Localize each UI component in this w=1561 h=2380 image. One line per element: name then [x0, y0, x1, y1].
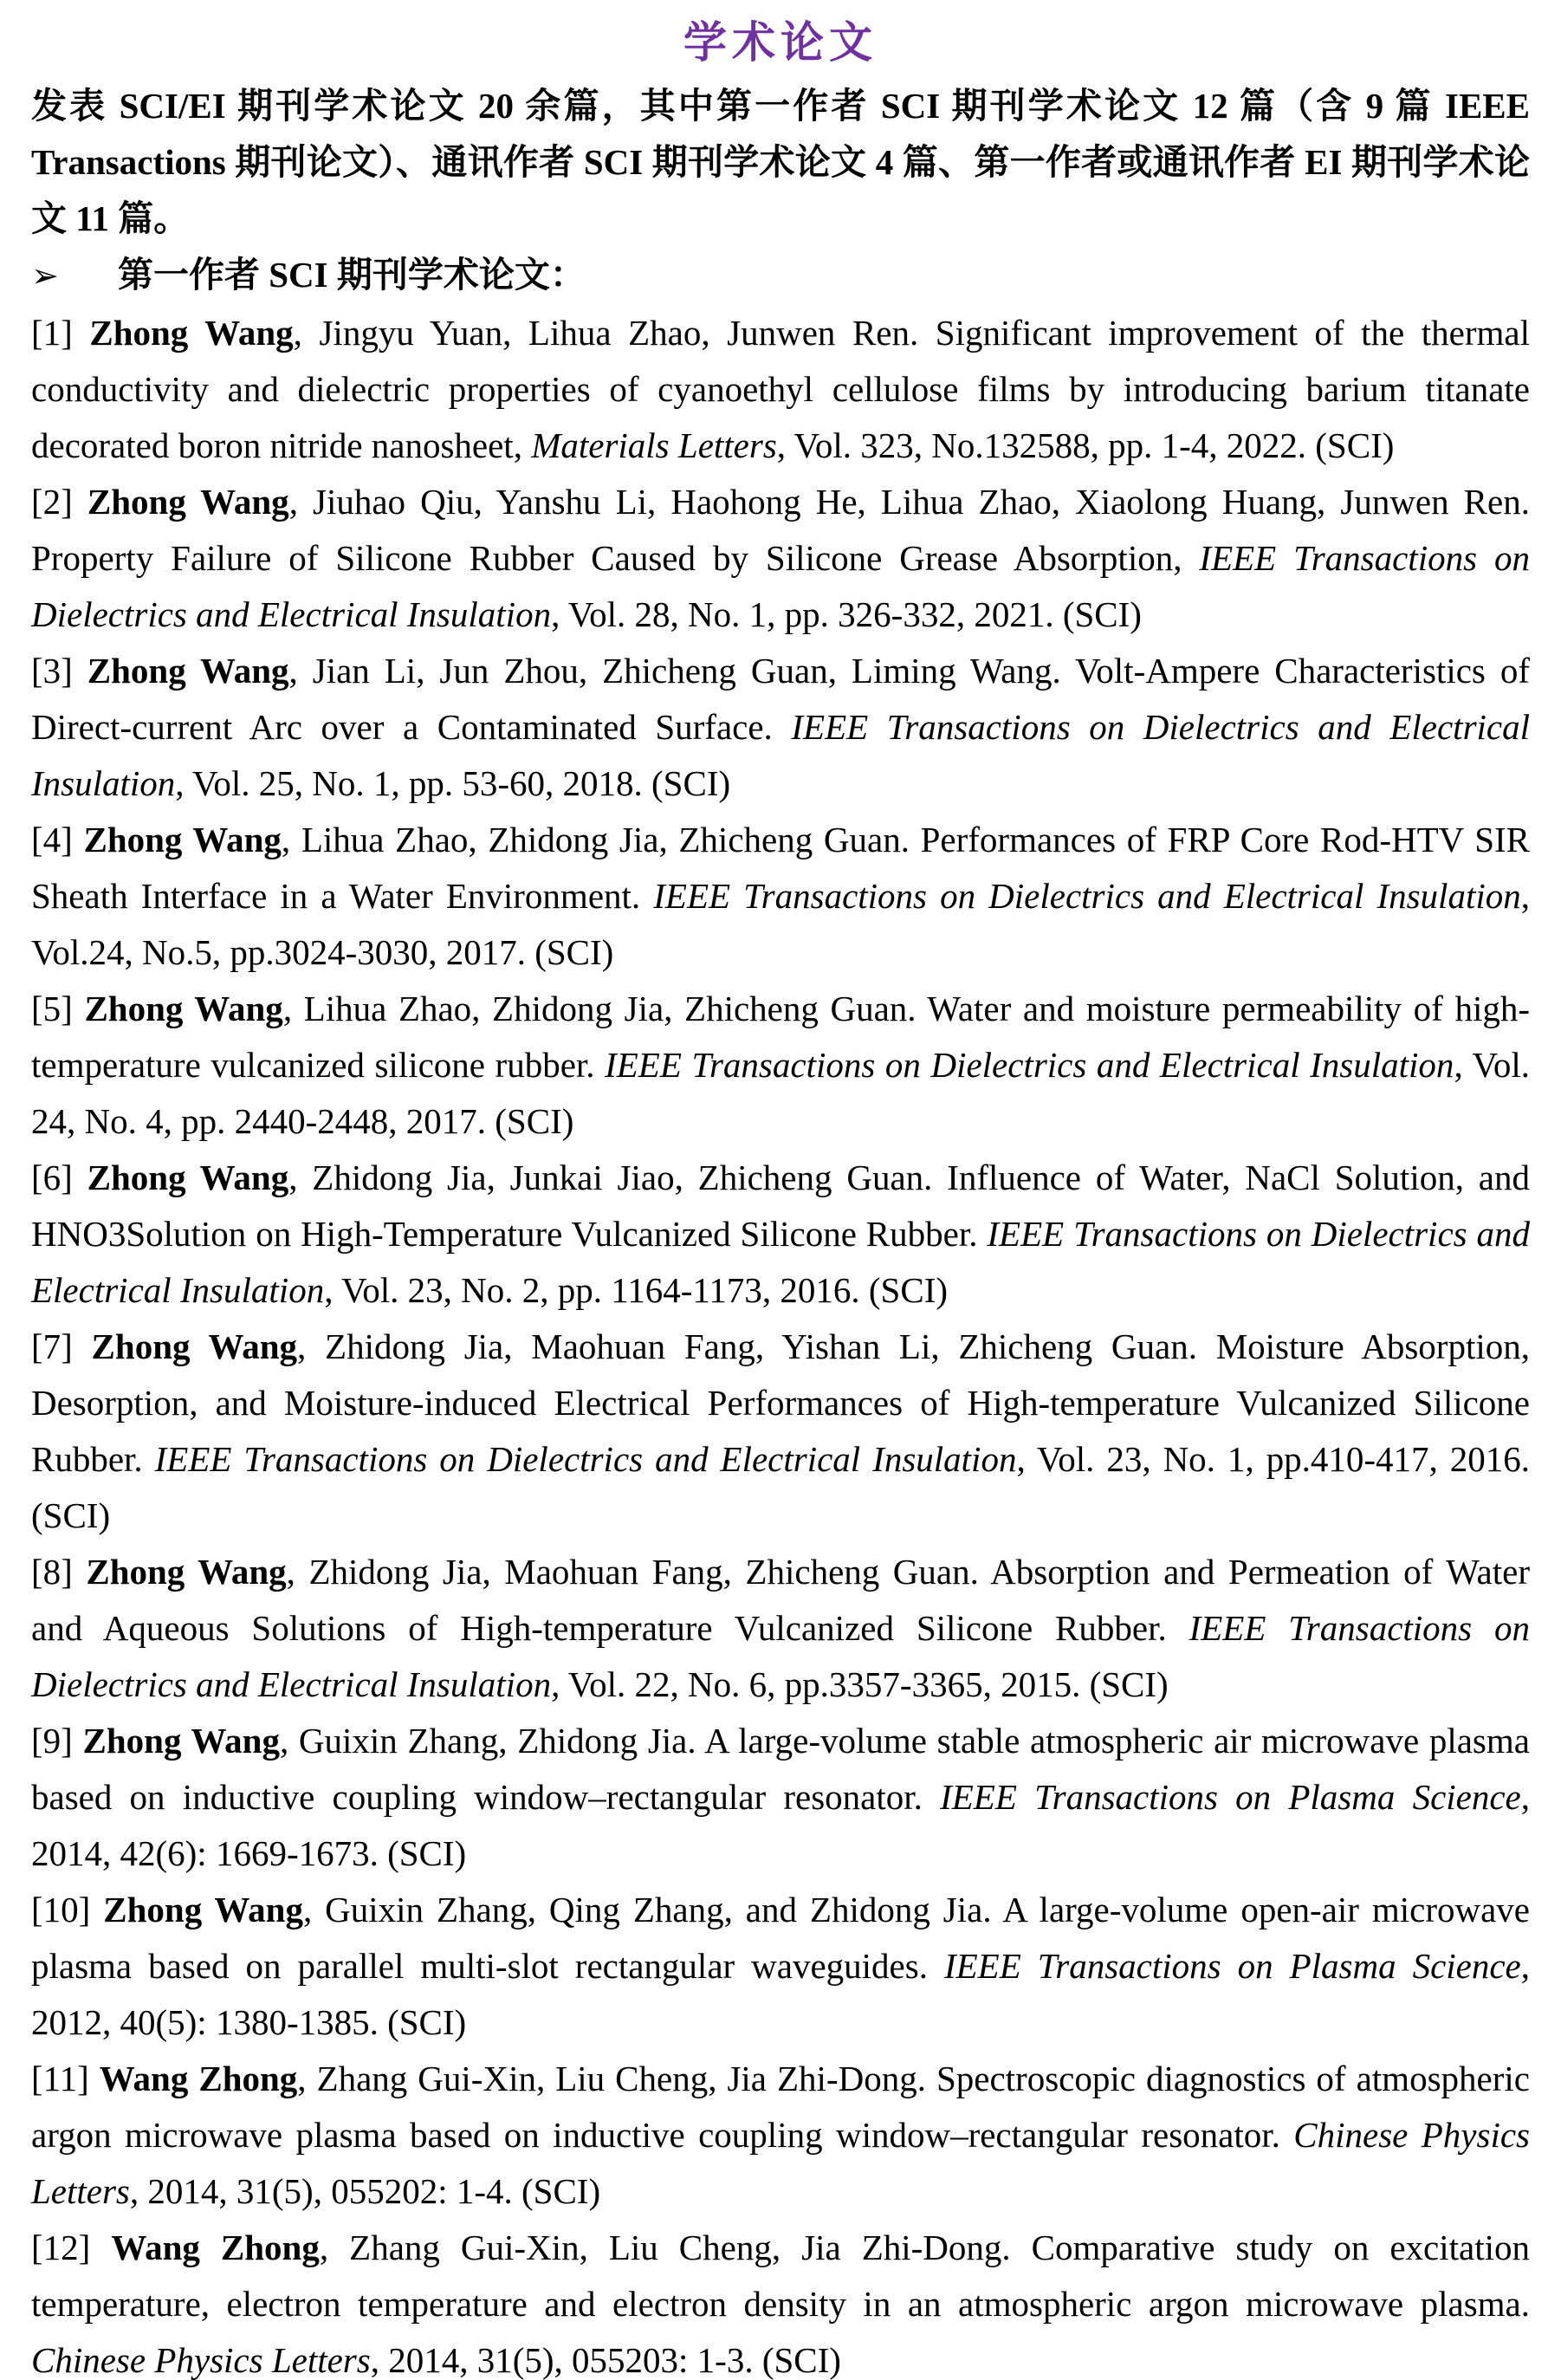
author-name-bold: Wang Zhong [111, 2228, 320, 2267]
publication-entry [31, 474, 1530, 643]
publication-entry [31, 1882, 1530, 2051]
publication-number: [3] [31, 651, 87, 691]
journal-name-italic: Materials Letters [531, 425, 777, 465]
publication-entry [31, 643, 1530, 812]
section-title: 第一作者 SCI 期刊学术论文： [118, 255, 586, 295]
publication-entry [31, 1150, 1530, 1319]
citation-text: , Guixin Zhang, Qing Zhang, and Zhidong Jia. A large-volume open-air microwave plasma based on parallel multi-slot rectangular waveguides. [31, 1890, 1530, 1986]
publication-entry [31, 2220, 1530, 2380]
journal-name-italic: IEEE Transactions on Plasma Science [940, 1777, 1521, 1817]
citation-text: , Lihua Zhao, Zhidong Jia, Zhicheng Guan. Water and moisture permeability of high-temperature vulcanized silicone rubber. [31, 989, 1530, 1085]
publication-number: [4] [31, 820, 84, 859]
section-header [31, 247, 1530, 305]
publication-number: [8] [31, 1552, 87, 1592]
publication-list [31, 305, 1530, 2380]
publication-entry [31, 2051, 1530, 2220]
page-title: 学术论文 [683, 18, 878, 67]
citation-text: , Jiuhao Qiu, Yanshu Li, Haohong He, Lihua Zhao, Xiaolong Huang, Junwen Ren. Property Failure of Silicone Rubber Caused by Silicone Grease Absorption, [31, 482, 1530, 578]
citation-text: , Vol. 323, No.132588, pp. 1-4, 2022. (SCI) [776, 425, 1395, 465]
publication-entry [31, 305, 1530, 474]
citation-text: , Jian Li, Jun Zhou, Zhicheng Guan, Liming Wang. Volt-Ampere Characteristics of Direct-current Arc over a Contaminated Surface. [31, 651, 1530, 747]
citation-text: , Vol. 28, No. 1, pp. 326-332, 2021. (SCI) [551, 594, 1142, 634]
citation-text: , Vol. 23, No. 2, pp. 1164-1173, 2016. (SCI) [324, 1270, 949, 1310]
publication-number: [11] [31, 2059, 100, 2098]
publication-number: [5] [31, 989, 85, 1028]
arrow-bullet-icon: ➢ [31, 258, 59, 295]
publication-entry [31, 1319, 1530, 1544]
publication-entry [31, 981, 1530, 1150]
publication-number: [9] [31, 1721, 83, 1761]
journal-name-italic: IEEE Transactions on Plasma Science [943, 1946, 1521, 1986]
citation-text: , Zhidong Jia, Junkai Jiao, Zhicheng Guan. Influence of Water, NaCl Solution, and HNO3Solution on High-Temperature Vulcanized Silicone Rubber. [31, 1158, 1530, 1254]
author-name-bold: Zhong Wang [89, 313, 294, 353]
author-name-bold: Zhong Wang [87, 651, 289, 691]
journal-name-italic: Chinese Physics Letters [31, 2340, 371, 2380]
publication-number: [1] [31, 313, 90, 353]
author-name-bold: Zhong Wang [82, 1721, 280, 1761]
citation-text: , Vol. 23, No. 1, pp.410-417, 2016. (SCI) [31, 1439, 1530, 1535]
publication-number: [6] [31, 1158, 87, 1197]
author-name-bold: Zhong Wang [83, 820, 282, 859]
journal-name-italic: IEEE Transactions on Dielectrics and Electrical Insulation [31, 707, 1531, 803]
journal-name-italic: IEEE Transactions on Dielectrics and Electrical Insulation [31, 1214, 1530, 1310]
intro-paragraph: 发表 SCI/EI 期刊学术论文 20 余篇，其中第一作者 SCI 期刊学术论文 12 篇（含 9 篇 IEEE Transactions 期刊论文）、通讯作者 SCI 期刊学术论文 4 篇、第一作者或通讯作者 EI 期刊学术论文 11 篇。 [31, 86, 1530, 238]
author-name-bold: Zhong Wang [87, 482, 289, 522]
citation-text: , Guixin Zhang, Zhidong Jia. A large-volume stable atmospheric air microwave plasma based on inductive coupling window–rectangular resonator. [31, 1721, 1530, 1817]
publication-entry [31, 812, 1530, 981]
publication-number: [2] [31, 482, 87, 522]
publication-entry [31, 1713, 1530, 1882]
journal-name-italic: IEEE Transactions on Dielectrics and Electrical Insulation [154, 1439, 1017, 1479]
journal-name-italic: IEEE Transactions on Dielectrics and Electrical Insulation [605, 1045, 1454, 1085]
citation-text: , Vol.24, No.5, pp.3024-3030, 2017. (SCI) [31, 876, 1530, 972]
author-name-bold: Zhong Wang [84, 989, 283, 1028]
citation-text: , Zhidong Jia, Maohuan Fang, Zhicheng Guan. Absorption and Permeation of Water and Aqueous Solutions of High-temperature Vulcanized Silicone Rubber. [31, 1552, 1530, 1648]
citation-text: , 2014, 42(6): 1669-1673. (SCI) [31, 1777, 1530, 1873]
publication-number: [12] [31, 2228, 112, 2267]
citation-text: , Vol. 22, No. 6, pp.3357-3365, 2015. (SCI) [551, 1664, 1169, 1704]
publication-number: [7] [31, 1326, 92, 1366]
journal-name-italic: Chinese Physics Letters [31, 2115, 1530, 2211]
citation-text: , Zhang Gui-Xin, Liu Cheng, Jia Zhi-Dong. Spectroscopic diagnostics of atmospheric argon microwave plasma based on inductive coupling window–rectangular resonator. [31, 2059, 1530, 2155]
publication-number: [10] [31, 1890, 104, 1929]
citation-text: , 2014, 31(5), 055203: 1-3. (SCI) [370, 2340, 841, 2380]
journal-name-italic: IEEE Transactions on Dielectrics and Electrical Insulation [31, 1608, 1530, 1704]
journal-name-italic: IEEE Transactions on Dielectrics and Electrical Insulation [653, 876, 1521, 916]
citation-text: , Zhidong Jia, Maohuan Fang, Yishan Li, Zhicheng Guan. Moisture Absorption, Desorption, and Moisture-induced Electrical Performances of High-temperature Vulcanized Silicone Rubber. [31, 1326, 1530, 1479]
author-name-bold: Zhong Wang [103, 1890, 303, 1929]
citation-text: , Zhang Gui-Xin, Liu Cheng, Jia Zhi-Dong. Comparative study on excitation temperature, electron temperature and electron density in an atmospheric argon microwave plasma. [31, 2228, 1531, 2324]
journal-name-italic: IEEE Transactions on Dielectrics and Electrical Insulation [31, 538, 1530, 634]
citation-text: , Vol. 24, No. 4, pp. 2440-2448, 2017. (SCI) [31, 1045, 1530, 1141]
citation-text: , Jingyu Yuan, Lihua Zhao, Junwen Ren. Significant improvement of the thermal conductivity and dielectric properties of cyanoethyl cellulose films by introducing barium titanate decorated boron nitride nanosheet, [31, 313, 1530, 465]
author-name-bold: Zhong Wang [87, 1158, 289, 1197]
author-name-bold: Zhong Wang [86, 1552, 287, 1592]
citation-text: , 2012, 40(5): 1380-1385. (SCI) [31, 1946, 1531, 2042]
citation-text: , 2014, 31(5), 055202: 1-4. (SCI) [129, 2171, 601, 2211]
publication-entry [31, 1544, 1530, 1713]
citation-text: , Lihua Zhao, Zhidong Jia, Zhicheng Guan. Performances of FRP Core Rod-HTV SIR Sheath Interface in a Water Environment. [31, 820, 1530, 916]
author-name-bold: Wang Zhong [99, 2059, 298, 2098]
author-name-bold: Zhong Wang [91, 1326, 298, 1366]
citation-text: , Vol. 25, No. 1, pp. 53-60, 2018. (SCI) [175, 763, 731, 803]
